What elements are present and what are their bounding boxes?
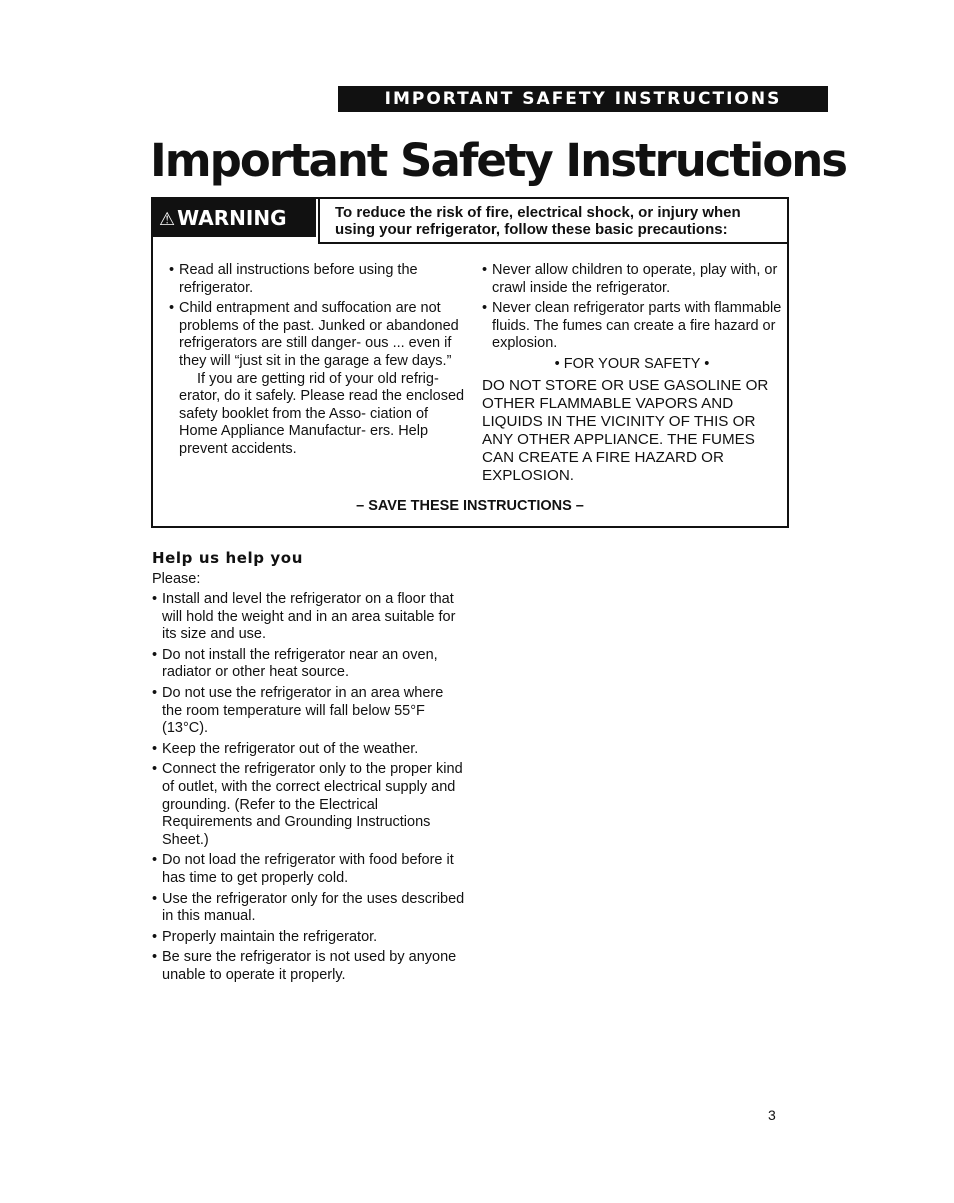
help-please: Please: (152, 571, 201, 587)
warning-triangle-icon: ⚠ (159, 209, 176, 230)
warning-left-item: If you are getting rid of your old refrig- erator, do it safely. Please read the enclosed safety booklet from the Asso- ciation of Home Appliance Manufactur- ers. Help prevent accidents. (179, 370, 465, 457)
help-list (152, 591, 467, 987)
warning-label (153, 199, 316, 237)
warning-right-item: • Never clean refrigerator parts with flammable fluids. The fumes can create a fire hazard or explosion. (482, 300, 782, 353)
help-list-item: • Install and level the refrigerator on a floor that will hold the weight and in an area suitable for its size and use. (152, 591, 467, 644)
warning-label-text: WARNING (177, 206, 287, 230)
help-list-item: • Properly maintain the refrigerator. (152, 929, 467, 947)
help-list-item: • Connect the refrigerator only to the proper kind of outlet, with the correct electrical supply and grounding. (Refer to the Electrical Requirements and Grounding Instructions Sheet.) (152, 761, 467, 849)
warning-box (151, 197, 789, 528)
page-number: 3 (768, 1107, 776, 1123)
warning-right-column (482, 262, 782, 488)
warning-left-column (169, 262, 465, 462)
warning-left-item: • Child entrapment and suffocation are not problems of the past. Junked or abandoned refrigerators are still danger- ous ... even if they will “just sit in the garage a few days.” (169, 300, 465, 370)
help-list-item: • Use the refrigerator only for the uses described in this manual. (152, 891, 467, 926)
page-title: Important Safety Instructions (150, 134, 847, 187)
help-list-item: • Keep the refrigerator out of the weather. (152, 741, 467, 759)
warning-left-item: • Read all instructions before using the refrigerator. (169, 262, 465, 297)
warning-right-item: • Never allow children to operate, play with, or crawl inside the refrigerator. (482, 262, 782, 297)
help-list-item: • Do not load the refrigerator with food before it has time to get properly cold. (152, 852, 467, 887)
help-list-item: • Do not install the refrigerator near an oven, radiator or other heat source. (152, 647, 467, 682)
help-section-title: Help us help you (152, 549, 303, 567)
warning-lead-line-1: To reduce the risk of fire, electrical shock, or injury when (335, 204, 741, 221)
help-list-item: • Be sure the refrigerator is not used by anyone unable to operate it properly. (152, 949, 467, 984)
save-instructions-line: – SAVE THESE INSTRUCTIONS – (356, 498, 584, 514)
warning-lead-line-2: using your refrigerator, follow these basic precautions: (335, 221, 728, 238)
help-list-item: • Do not use the refrigerator in an area where the room temperature will fall below 55°F (13°C). (152, 685, 467, 738)
warning-lead (318, 199, 787, 244)
for-your-safety-heading: • FOR YOUR SAFETY • (554, 355, 710, 372)
gasoline-warning: DO NOT STORE OR USE GASOLINE OR OTHER FLAMMABLE VAPORS AND LIQUIDS IN THE VICINITY OF THIS OR ANY OTHER APPLIANCE. THE FUMES CAN CREATE A FIRE HAZARD OR EXPLOSION. (482, 376, 769, 484)
section-header-bar: IMPORTANT SAFETY INSTRUCTIONS (338, 86, 828, 112)
